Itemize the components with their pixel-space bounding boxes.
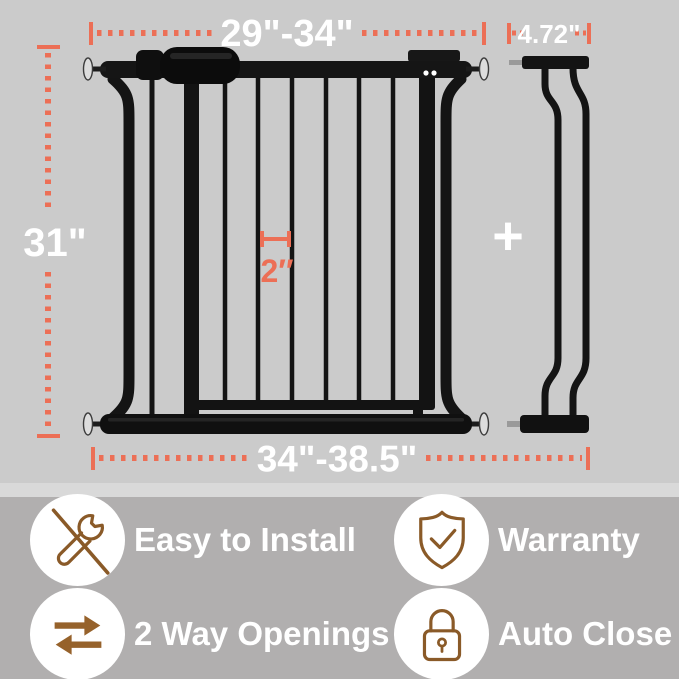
feature-auto-close bbox=[394, 588, 672, 679]
extension-width-label: 4.72" bbox=[517, 19, 581, 49]
padlock-icon bbox=[407, 600, 477, 668]
gate-left-post bbox=[113, 79, 129, 418]
door-bottom-rail bbox=[191, 400, 423, 410]
extension-right-leg bbox=[573, 68, 586, 418]
top-width-label: 29"-34" bbox=[220, 13, 354, 55]
feature-easy-to-install bbox=[30, 494, 356, 586]
bar-gap-label: 2″ bbox=[260, 253, 294, 289]
feature-label: Auto Close bbox=[498, 615, 673, 652]
gate-right-post bbox=[446, 79, 461, 418]
height-label: 31" bbox=[23, 221, 87, 265]
door-left-stile bbox=[184, 70, 199, 418]
extension-left-leg bbox=[545, 68, 558, 418]
feature-label: 2 Way Openings bbox=[134, 615, 390, 652]
gate-bars bbox=[225, 72, 393, 404]
hinge-clamp bbox=[136, 50, 164, 80]
latch-dot bbox=[423, 70, 428, 75]
extension-bottom-bar bbox=[520, 415, 589, 433]
plus-sign: + bbox=[492, 206, 524, 266]
shield-check-icon bbox=[407, 506, 477, 574]
bottom-width-label: 34"-38.5" bbox=[256, 438, 418, 480]
feature-label: Easy to Install bbox=[134, 521, 356, 558]
latch-dot bbox=[431, 70, 436, 75]
extension-top-bar bbox=[522, 56, 589, 69]
no-tools-wrench-icon bbox=[43, 506, 113, 574]
bar-gap-dimension bbox=[262, 231, 289, 247]
latch-top-bar bbox=[408, 50, 460, 62]
extension-top-stub bbox=[509, 60, 524, 65]
gate-bottom-bar bbox=[100, 414, 472, 434]
feature-two-way-openings bbox=[30, 588, 390, 679]
feature-warranty bbox=[394, 494, 640, 586]
feature-label: Warranty bbox=[498, 521, 640, 558]
two-way-arrows-icon bbox=[43, 600, 113, 668]
latch-post bbox=[419, 54, 435, 410]
